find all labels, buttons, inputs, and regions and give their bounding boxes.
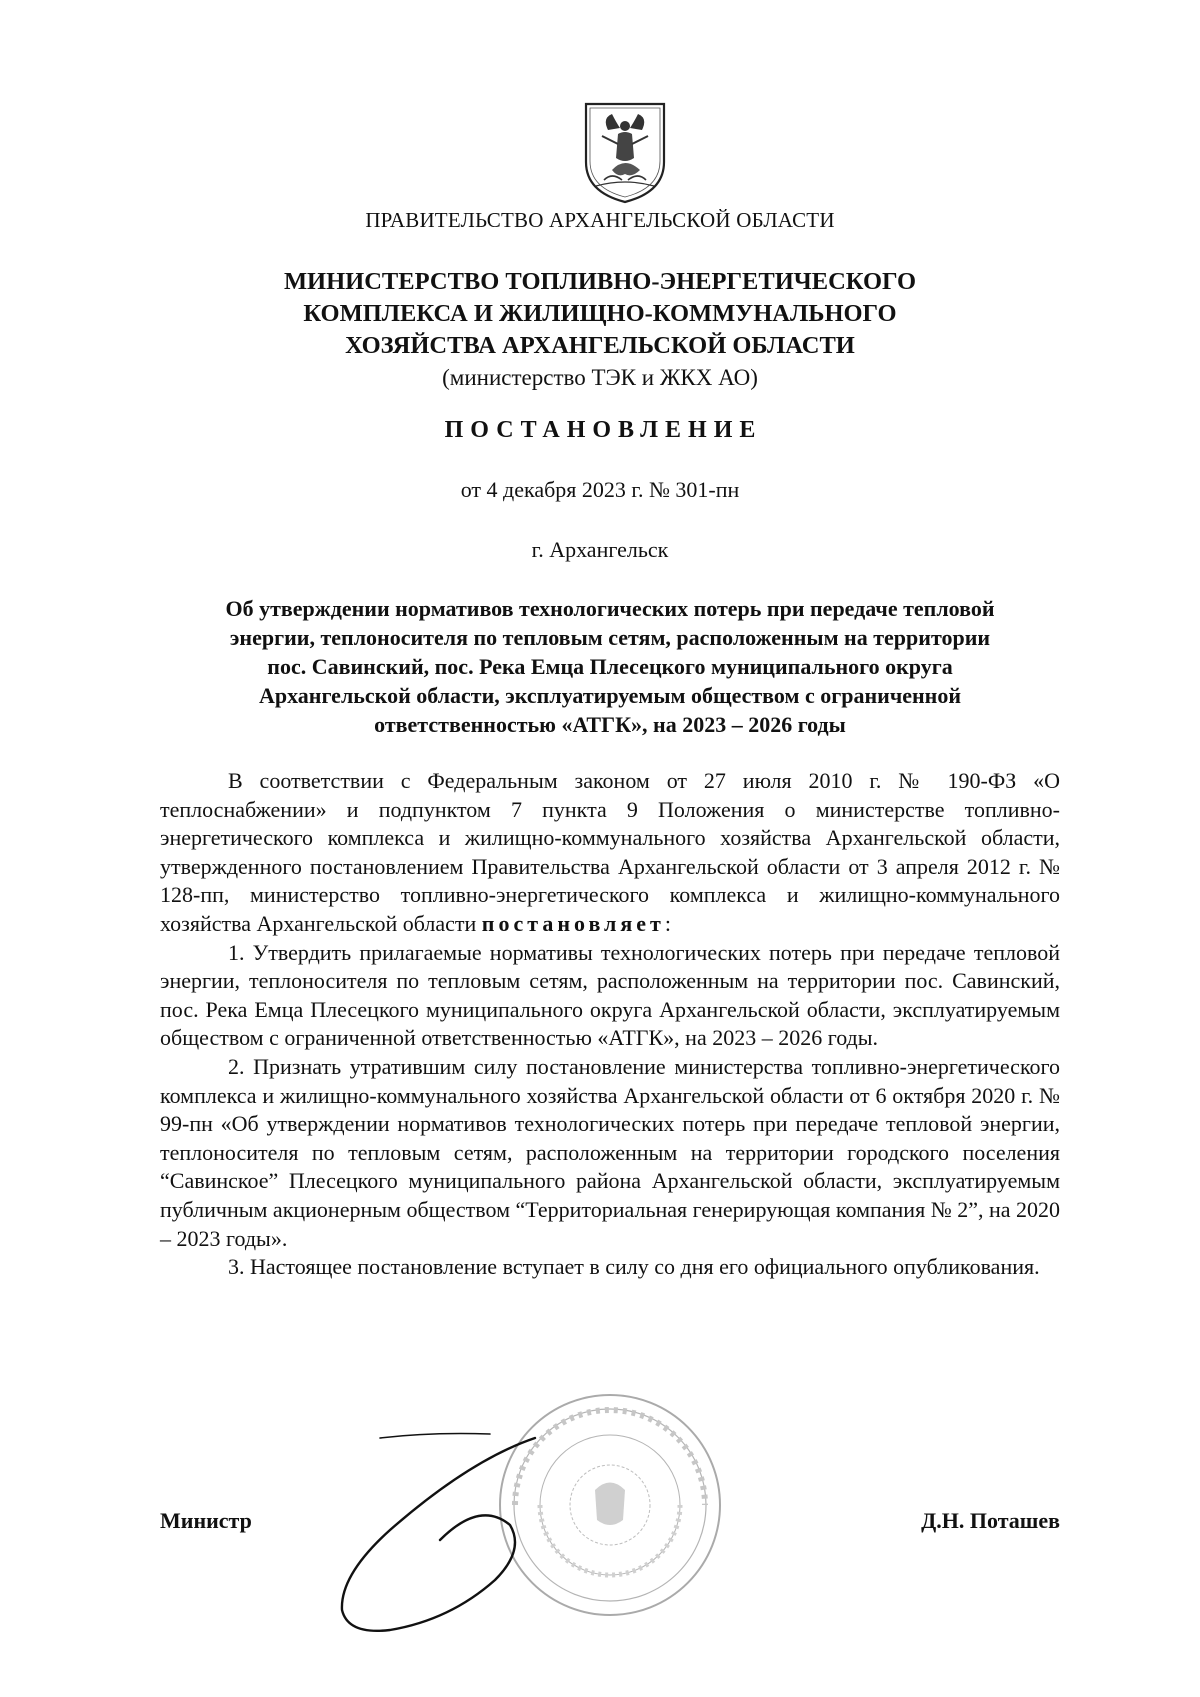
preamble-paragraph bbox=[160, 767, 1060, 939]
subject-line: Архангельской области, эксплуатируемым обществом с ограниченной bbox=[258, 683, 962, 708]
decree-word: постановляет bbox=[481, 910, 665, 936]
ministry-name bbox=[0, 266, 1200, 394]
decree-colon: : bbox=[664, 910, 671, 936]
document-city: г. Архангельск bbox=[531, 537, 669, 562]
ministry-abbreviation: (министерство ТЭК и ЖКХ АО) bbox=[442, 365, 758, 390]
subject-line: Об утверждении нормативов технологических потерь при передаче тепловой bbox=[225, 596, 995, 621]
preamble-text: В соответствии с Федеральным законом от 27 июля 2010 г. № 190-ФЗ «О теплоснабжении» и подпунктом 7 пункта 9 Положения о министерстве топливно-энергетического комплекса и жилищно-коммунального хозяйства Архангельской области, утвержденного постановлением Правительства Архангельской области от 3 апреля 2012 г. № 128-пп, министерство топливно-энергетического комплекса и жилищно-коммунального хозяйства Архангельской области bbox=[160, 768, 1060, 936]
government-name: ПРАВИТЕЛЬСТВО АРХАНГЕЛЬСКОЙ ОБЛАСТИ bbox=[365, 208, 835, 232]
ministry-line: ХОЗЯЙСТВА АРХАНГЕЛЬСКОЙ ОБЛАСТИ bbox=[345, 332, 855, 359]
document-subject bbox=[160, 594, 1060, 739]
document-body bbox=[160, 767, 1060, 1282]
subject-line: энергии, теплоносителя по тепловым сетям, расположенным на территории bbox=[229, 625, 991, 650]
ministry-line: КОМПЛЕКСА И ЖИЛИЩНО-КОММУНАЛЬНОГО bbox=[303, 300, 897, 327]
signatory-title: Министр bbox=[160, 1508, 252, 1533]
signatory-name: Д.Н. Поташев bbox=[921, 1508, 1060, 1533]
subject-line: пос. Савинский, пос. Река Емца Плесецкого муниципального округа bbox=[267, 654, 953, 679]
item-paragraph: 2. Признать утратившим силу постановление министерства топливно-энергетического комплекса и жилищно-коммунального хозяйства Архангельской области от 6 октября 2020 г. № 99-пн «Об утверждении нормативов технологических потерь при передаче тепловой энергии, теплоносителя по тепловым сетям, расположенным на территории городского поселения “Савинское” Плесецкого муниципального района Архангельской области, эксплуатируемым публичным акционерным обществом “Территориальная генерирующая компания № 2”, на 2020 – 2023 годы». bbox=[160, 1053, 1060, 1251]
handwritten-signature bbox=[320, 1430, 620, 1640]
item-paragraph: 1. Утвердить прилагаемые нормативы технологических потерь при передаче тепловой энергии, теплоносителя по тепловым сетям, расположенным на территории пос. Савинский, пос. Река Емца Плесецкого муниципального округа Архангельской области, эксплуатируемым обществом с ограниченной ответственностью «АТГК», на 2023 – 2026 годы. bbox=[160, 939, 1060, 1051]
coat-of-arms-icon bbox=[582, 100, 668, 206]
item-paragraph: 3. Настоящее постановление вступает в силу со дня его официального опубликования. bbox=[228, 1254, 1040, 1280]
ministry-line: МИНИСТЕРСТВО ТОПЛИВНО-ЭНЕРГЕТИЧЕСКОГО bbox=[283, 268, 917, 295]
document-date-number: от 4 декабря 2023 г. № 301-пн bbox=[460, 477, 740, 502]
document-type: ПОСТАНОВЛЕНИЕ bbox=[444, 417, 763, 443]
subject-line: ответственностью «АТГК», на 2023 – 2026 годы bbox=[374, 712, 846, 737]
